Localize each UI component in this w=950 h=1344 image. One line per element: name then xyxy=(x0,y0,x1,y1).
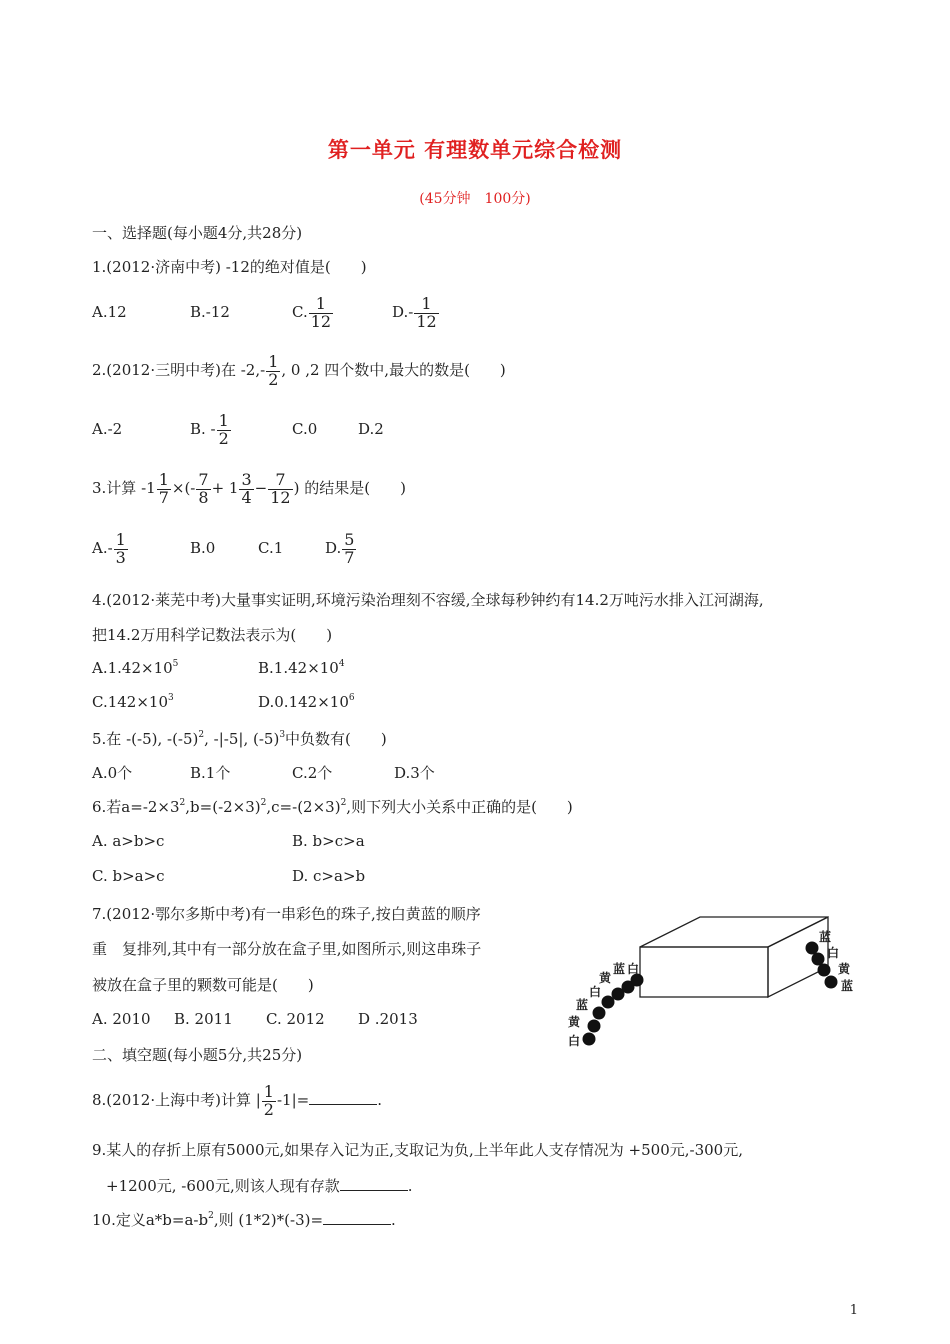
bead xyxy=(812,953,825,966)
bead xyxy=(583,1033,596,1046)
q1-option-a: A.12 xyxy=(92,303,127,321)
q6-option-d: D. c>a>b xyxy=(292,867,366,885)
bead xyxy=(806,942,819,955)
bead xyxy=(588,1020,601,1033)
q3-option-a: A.- $\frac{1}{3}$ xyxy=(92,529,126,567)
question-3-stem: 3.计算 -1 $\frac{1}{7}$ ×(- $\frac{7}{8}$ + 1 $\frac{3}{4}$ − $\frac{7}{12}$ ) 的结果是( ) xyxy=(92,469,406,507)
q7-option-a: A. 2010 xyxy=(92,1010,151,1028)
question-2-stem: 2.(2012·三明中考)在 -2,- $\frac{1}{2}$ , 0 ,2 四个数中,最大的数是( ) xyxy=(92,351,506,389)
page-title: 第一单元 有理数单元综合检测 xyxy=(327,138,623,162)
q5-option-b: B.1个 xyxy=(190,764,231,782)
question-1-stem: 1.(2012·济南中考) -12的绝对值是( ) xyxy=(92,258,367,276)
bead-label: 蓝 xyxy=(841,979,854,993)
q2-option-a: A.-2 xyxy=(92,420,123,438)
question-8-stem: 8.(2012·上海中考)计算 | $\frac{1}{2}$ -1|= . xyxy=(92,1081,382,1119)
question-10-stem: 10.定义$a*b=a-b^2$,则 (1*2)*(-3)= . xyxy=(92,1211,396,1229)
answer-blank-8[interactable] xyxy=(309,1092,377,1105)
beads-right-chain xyxy=(806,929,854,993)
answer-blank-10[interactable] xyxy=(323,1212,391,1225)
question-7-line-3: 被放在盒子里的颗数可能是( ) xyxy=(92,976,314,994)
bead-label: 白 xyxy=(627,962,640,976)
beads-left-chain xyxy=(568,961,644,1048)
box-top-face xyxy=(640,917,828,947)
bead-label: 黄 xyxy=(599,971,612,985)
q1-option-d: D.- $\frac{1}{12}$ xyxy=(392,293,437,331)
section-fill-heading: 二、填空题(每小题5分,共25分) xyxy=(92,1046,303,1064)
q7-option-b: B. 2011 xyxy=(174,1010,233,1028)
page-number: 1 xyxy=(849,1303,858,1318)
bead-label: 蓝 xyxy=(819,930,832,944)
q4-option-d: $D.0.142\times 10^6$ xyxy=(258,693,355,711)
bead xyxy=(825,976,838,989)
q4-option-c: $C.142\times 10^3$ xyxy=(92,693,174,711)
q6-option-a: A. a>b>c xyxy=(92,832,165,850)
q7-option-c: C. 2012 xyxy=(266,1010,325,1028)
question-7-line-1: 7.(2012·鄂尔多斯中考)有一串彩色的珠子,按白黄蓝的顺序 xyxy=(92,905,481,923)
q2-option-b: B. - $\frac{1}{2}$ xyxy=(190,410,229,448)
q5-option-c: C.2个 xyxy=(292,764,333,782)
bead xyxy=(593,1007,606,1020)
question-5-stem: 5.在 -(-5), $-(-5)^2$, -|-5|, $(-5)^3$中负数有( ) xyxy=(92,730,387,748)
page-subtitle: (45分钟 100分) xyxy=(419,191,531,207)
q5-option-d: D.3个 xyxy=(394,764,435,782)
q5-option-a: A.0个 xyxy=(92,764,133,782)
question-9-line-2: +1200元, -600元,则该人现有存款 . xyxy=(106,1177,413,1195)
bead-label: 黄 xyxy=(838,962,851,976)
q4-option-a: $A.1.42\times 10^5$ xyxy=(92,659,179,677)
q3-option-c: C.1 xyxy=(258,539,284,557)
q3-option-d: D. $\frac{5}{7}$ xyxy=(325,529,355,567)
q2-option-c: C.0 xyxy=(292,420,318,438)
bead-box-figure xyxy=(560,905,880,1055)
bead-label: 白 xyxy=(827,946,840,960)
question-9-line-1: 9.某人的存折上原有5000元,如果存入记为正,支取记为负,上半年此人支存情况为 +500元,-300元, xyxy=(92,1141,743,1159)
q6-option-c: C. b>a>c xyxy=(92,867,165,885)
question-6-stem: 6.若$a=-2\times 3^2,b=(-2\times 3)^2,c=-(2\times 3)^2$,则下列大小关系中正确的是( ) xyxy=(92,798,573,816)
question-7-line-2: 重 复排列,其中有一部分放在盒子里,如图所示,则这串珠子 xyxy=(92,940,482,958)
q1-option-b: B.-12 xyxy=(190,303,230,321)
question-4-line-2: 把14.2万用科学记数法表示为( ) xyxy=(92,626,333,644)
question-4-line-1: 4.(2012·莱芜中考)大量事实证明,环境污染治理刻不容缓,全球每秒钟约有14.2万吨污水排入江河湖海, xyxy=(92,591,764,609)
bead-label: 蓝 xyxy=(576,998,589,1012)
bead-label: 白 xyxy=(589,985,602,999)
q2-option-d: D.2 xyxy=(358,420,384,438)
q7-option-d: D .2013 xyxy=(358,1010,418,1028)
bead-label: 蓝 xyxy=(613,962,626,976)
bead-label: 白 xyxy=(568,1034,581,1048)
q4-option-b: $B.1.42\times 10^4$ xyxy=(258,659,345,677)
box-front-face xyxy=(640,947,768,997)
bead-label: 黄 xyxy=(568,1015,581,1029)
answer-blank-9[interactable] xyxy=(340,1178,408,1191)
bead xyxy=(818,964,831,977)
q3-option-b: B.0 xyxy=(190,539,216,557)
q6-option-b: B. b>c>a xyxy=(292,832,365,850)
q1-option-c: C. $\frac{1}{12}$ xyxy=(292,293,332,331)
section-choice-heading: 一、选择题(每小题4分,共28分) xyxy=(92,224,303,242)
